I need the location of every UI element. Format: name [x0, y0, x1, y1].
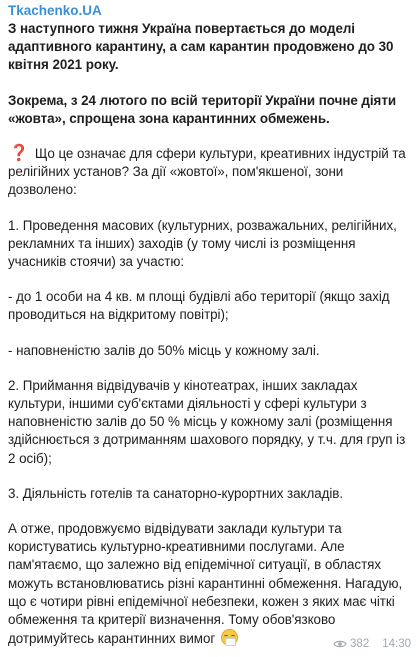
eye-icon [333, 639, 347, 649]
paragraph-point-1: 1. Проведення масових (культурних, розважальних, релігійних, рекламних та інших) заходів (у тому числі із розміщення учасників стоячи) за участю: [8, 217, 397, 270]
timestamp: 14:30 [382, 638, 411, 650]
medical-mask-emoji-icon [221, 629, 238, 646]
paragraph-conclusion-text: А отже, продовжуємо відвідувати заклади культури та користуватись культурно-креативними послугами. Але пам'ятаємо, що залежно від епідемічної ситуації, в областях можуть встановлюватись різні карантинні обмеження. Нагадую, що є чотири рівні епідемічної небезпеки, кожен з яких має чіткі обмеження та критерії визначення. Тому обов'язково дотримуйтесь карантинних вимог [8, 521, 403, 647]
paragraph-sub-2: - наповненістю залів до 50% місць у кожному залі. [8, 342, 320, 358]
message-text [8, 20, 411, 648]
paragraph-point-3: 3. Діяльність готелів та санаторно-курортних закладів. [8, 485, 344, 501]
question-mark-icon: ❓ [9, 145, 29, 163]
paragraph-intro: З наступного тижня Україна повертається до моделі адаптивного карантину, а сам карантин продовжено до 30 квітня 2021 року. [8, 21, 394, 73]
paragraph-yellow-zone: Зокрема, з 24 лютого по всій території України почне діяти «жовта», спрощена зона карантинних обмежень. [8, 92, 397, 126]
paragraph-question [8, 145, 411, 200]
channel-name[interactable]: Tkachenko.UA [8, 3, 102, 18]
paragraph-conclusion [8, 520, 411, 648]
view-count: 382 [350, 638, 370, 650]
paragraph-question-text: Що це означає для сфери культури, креативних індустрій та релігійних установ? За дії «жовтої», пом'якшеної, зони дозволено: [8, 146, 406, 198]
paragraph-point-2: 2. Приймання відвідувачів у кінотеатрах, інших закладах культури, іншими суб'єктами діяльності у сфері культури з наповненістю залів до 50 % місць у кожному залі (розміщення здійснюється з дотриманням шахового порядку, у т.ч. для груп із 2 осіб); [8, 377, 406, 466]
paragraph-sub-1: - до 1 особи на 4 кв. м площі будівлі або території (якщо захід проводиться на відкритому повітрі); [8, 289, 390, 323]
message-meta [333, 637, 411, 651]
